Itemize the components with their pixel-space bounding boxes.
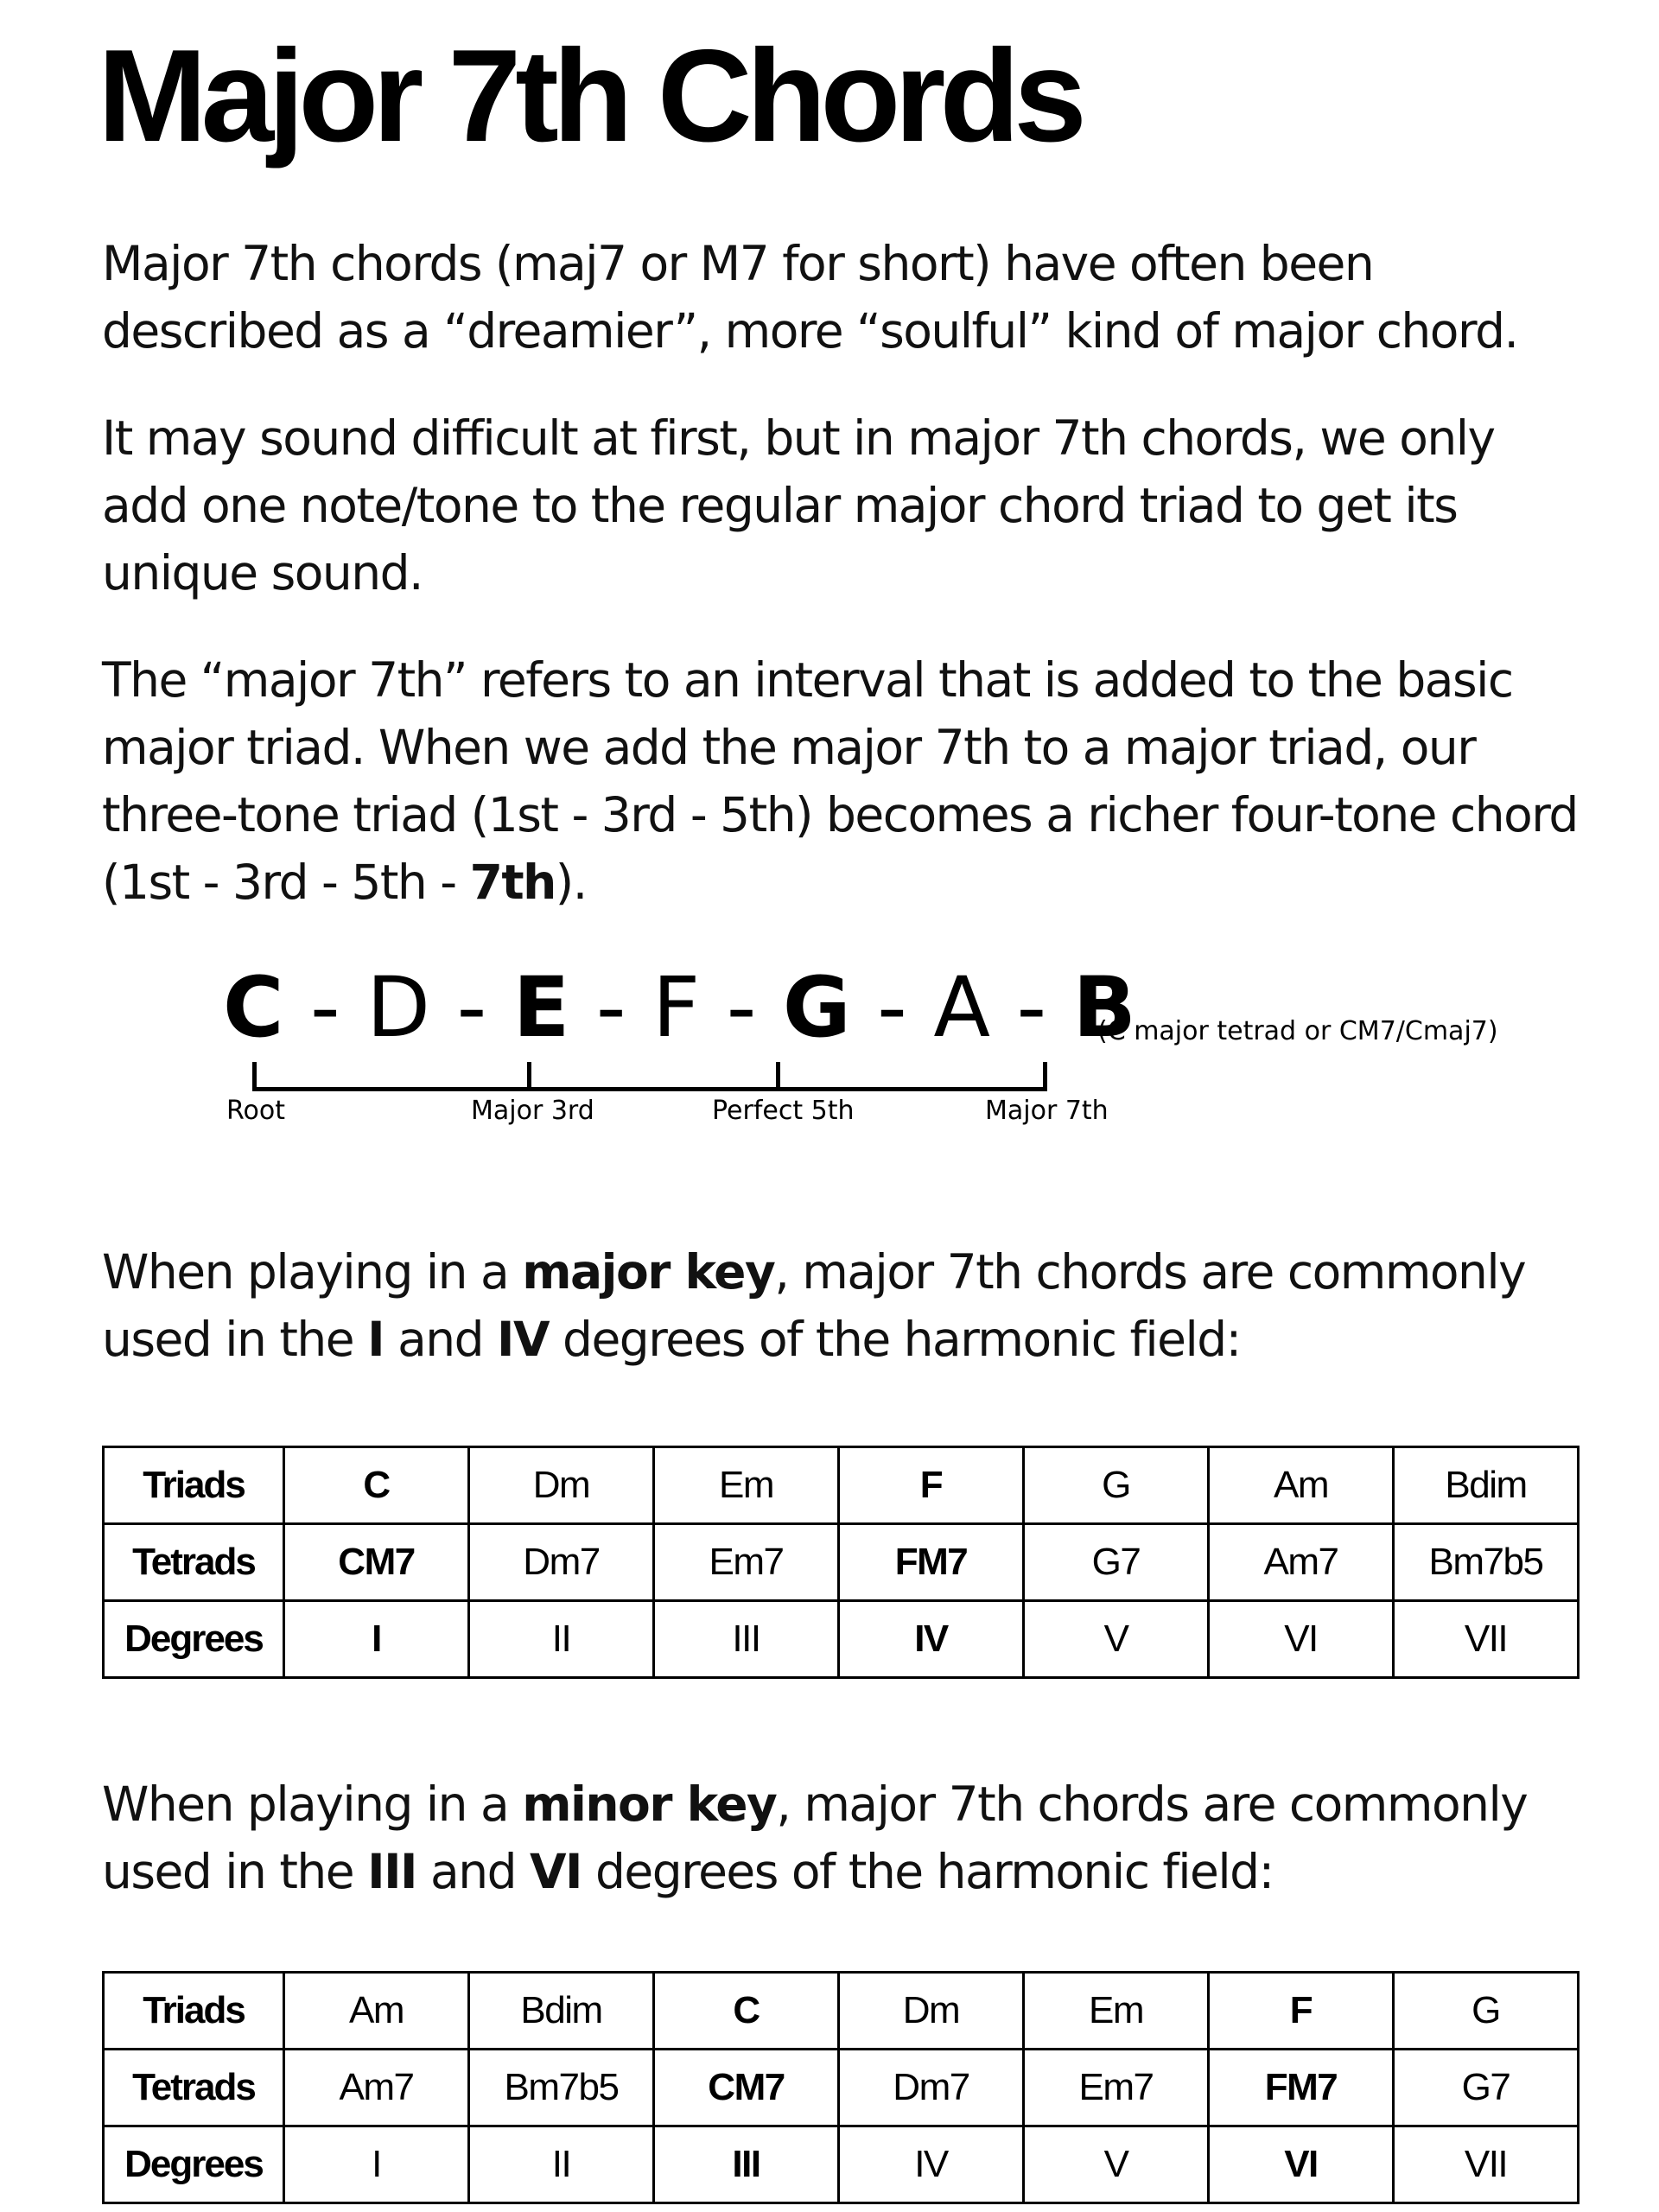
table-row-degrees: [104, 1601, 1579, 1678]
row-header-degrees: Degrees: [104, 2126, 284, 2203]
scale-notes: [223, 959, 1136, 1056]
degree-cell: I: [284, 1601, 469, 1678]
tetrad-cell: Bm7b5: [1394, 1524, 1579, 1601]
triad-cell: Dm: [839, 1973, 1024, 2050]
tetrad-cell: G7: [1394, 2050, 1579, 2126]
interval-paragraph-text: The “major 7th” refers to an interval that is added to the basic major triad. When we add the major 7th to a major triad, our three-tone triad (1st - 3rd - 5th) becomes a richer four-tone chord (1st - 3rd - 5th -: [102, 652, 1578, 910]
degree-cell: VII: [1394, 1601, 1579, 1678]
scale-note: C: [223, 959, 284, 1056]
tetrad-cell: G7: [1024, 1524, 1209, 1601]
scale-note: F: [652, 959, 701, 1056]
row-header-triads: Triads: [104, 1973, 284, 2050]
page-title: Major 7th Chords: [98, 22, 1081, 169]
tetrad-cell: FM7: [1209, 2050, 1394, 2126]
major-key-intro-text-4: degrees of the harmonic field:: [549, 1312, 1241, 1367]
major-key-table: [102, 1446, 1580, 1679]
triad-cell: Em: [1024, 1973, 1209, 2050]
triad-cell: Bdim: [469, 1973, 654, 2050]
perfect-fifth-label: Perfect 5th: [712, 1096, 855, 1126]
tetrad-cell: CM7: [654, 2050, 839, 2126]
minor-key-intro-text: When playing in a: [102, 1777, 523, 1832]
tetrad-cell: Dm7: [839, 2050, 1024, 2126]
scale-separator: -: [283, 959, 367, 1056]
table-row-tetrads: [104, 2050, 1579, 2126]
degree-cell: II: [469, 2126, 654, 2203]
tetrad-cell: Em7: [1024, 2050, 1209, 2126]
triad-cell: G: [1024, 1447, 1209, 1524]
minor-key-intro-text-2: , major 7th chords are commonly used in the: [102, 1777, 1528, 1899]
scale-caption: (C major tetrad or CM7/Cmaj7): [1097, 1016, 1498, 1046]
table-row-triads: [104, 1447, 1579, 1524]
row-header-triads: Triads: [104, 1447, 284, 1524]
scale-separator: -: [700, 959, 783, 1056]
triad-cell: Dm: [469, 1447, 654, 1524]
row-header-degrees: Degrees: [104, 1601, 284, 1678]
tetrad-cell: Am7: [1209, 1524, 1394, 1601]
table-row-triads: [104, 1973, 1579, 2050]
major-key-emphasis: major key: [522, 1244, 775, 1300]
root-label: Root: [226, 1096, 285, 1126]
degree-iv-emphasis: IV: [497, 1312, 550, 1367]
triad-cell: Em: [654, 1447, 839, 1524]
minor-key-intro-text-3: and: [416, 1844, 530, 1899]
triad-cell: C: [654, 1973, 839, 2050]
scale-note: A: [933, 959, 990, 1056]
scale-note: E: [512, 959, 570, 1056]
scale-separator: -: [569, 959, 652, 1056]
triad-cell: F: [1209, 1973, 1394, 2050]
triad-cell: C: [284, 1447, 469, 1524]
tetrad-cell: Em7: [654, 1524, 839, 1601]
triad-cell: G: [1394, 1973, 1579, 2050]
seventh-emphasis: 7th: [469, 855, 556, 910]
major-third-label: Major 3rd: [471, 1096, 594, 1126]
table-row-degrees: [104, 2126, 1579, 2203]
degree-vi-emphasis: VI: [529, 1844, 582, 1899]
degree-i-emphasis: I: [367, 1312, 385, 1367]
scale-separator: -: [990, 959, 1073, 1056]
table-row-tetrads: [104, 1524, 1579, 1601]
degree-cell: IV: [839, 2126, 1024, 2203]
scale-note: B: [1072, 959, 1136, 1056]
scale-separator: -: [430, 959, 513, 1056]
major-key-intro-text-3: and: [384, 1312, 498, 1367]
degree-cell: V: [1024, 1601, 1209, 1678]
degree-cell: VI: [1209, 1601, 1394, 1678]
interval-paragraph: [102, 646, 1588, 916]
minor-key-table: [102, 1971, 1580, 2204]
minor-key-intro-text-4: degrees of the harmonic field:: [582, 1844, 1274, 1899]
tetrad-cell: Am7: [284, 2050, 469, 2126]
major-key-intro: [102, 1238, 1588, 1373]
tetrad-cell: FM7: [839, 1524, 1024, 1601]
row-header-tetrads: Tetrads: [104, 2050, 284, 2126]
row-header-tetrads: Tetrads: [104, 1524, 284, 1601]
degree-cell: VII: [1394, 2126, 1579, 2203]
degree-cell: IV: [839, 1601, 1024, 1678]
tetrad-cell: CM7: [284, 1524, 469, 1601]
interval-bracket: [252, 1087, 1047, 1091]
interval-paragraph-end: ).: [555, 855, 587, 910]
triad-cell: Am: [284, 1973, 469, 2050]
tetrad-cell: Dm7: [469, 1524, 654, 1601]
degree-cell: VI: [1209, 2126, 1394, 2203]
intro-paragraph: Major 7th chords (maj7 or M7 for short) have often been described as a “dreamier”, more “soulful” kind of major chord.: [102, 236, 1518, 359]
major-key-intro-text: When playing in a: [102, 1244, 523, 1300]
triad-cell: Am: [1209, 1447, 1394, 1524]
triad-cell: F: [839, 1447, 1024, 1524]
degree-cell: II: [469, 1601, 654, 1678]
degree-cell: V: [1024, 2126, 1209, 2203]
degree-cell: III: [654, 1601, 839, 1678]
triad-cell: Bdim: [1394, 1447, 1579, 1524]
degree-cell: I: [284, 2126, 469, 2203]
degree-iii-emphasis: III: [367, 1844, 417, 1899]
scale-note: D: [366, 959, 431, 1056]
degree-cell: III: [654, 2126, 839, 2203]
minor-key-intro: [102, 1770, 1588, 1905]
explanation-paragraph: It may sound difficult at first, but in major 7th chords, we only add one note/tone to the regular major chord triad to get its unique sound.: [102, 410, 1495, 601]
minor-key-emphasis: minor key: [522, 1777, 777, 1832]
major-key-intro-text-2: , major 7th chords are commonly used in the: [102, 1244, 1526, 1367]
tetrad-cell: Bm7b5: [469, 2050, 654, 2126]
major-seventh-label: Major 7th: [985, 1096, 1109, 1126]
scale-separator: -: [850, 959, 934, 1056]
scale-note: G: [782, 959, 851, 1056]
